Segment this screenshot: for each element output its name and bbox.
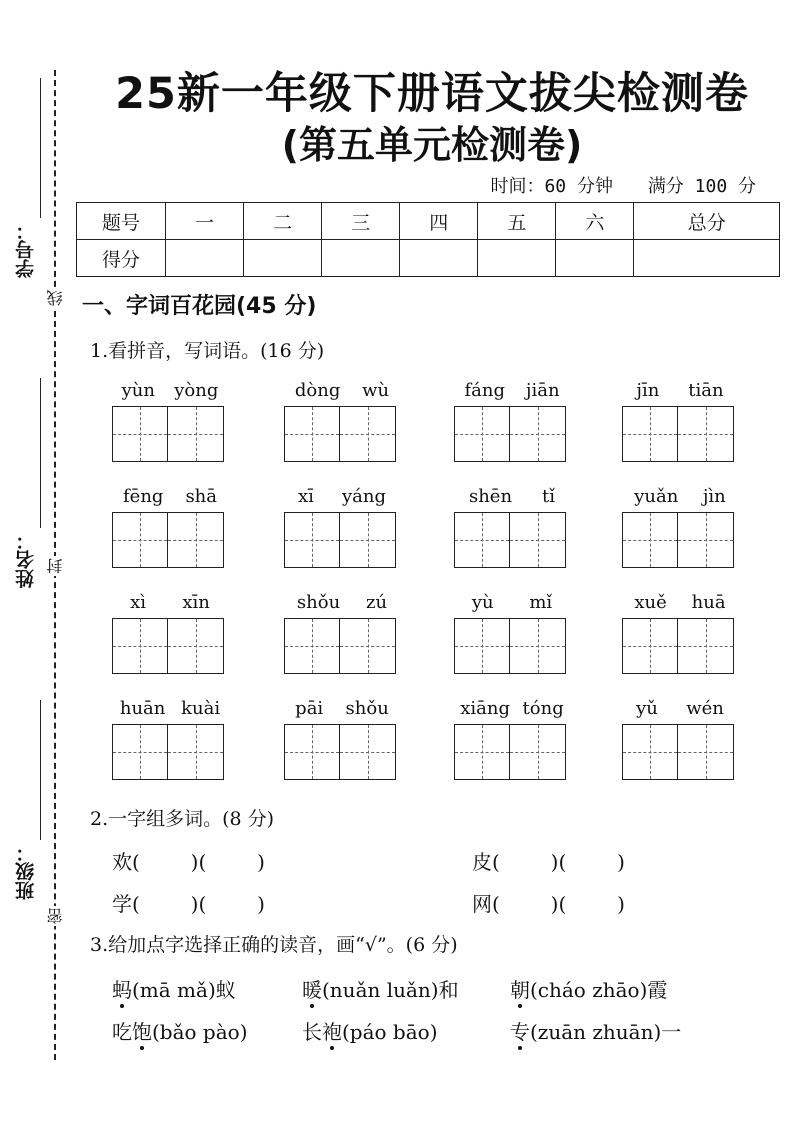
pinyin-syllable: zú xyxy=(366,592,388,613)
pinyin-label xyxy=(454,698,570,722)
pinyin-syllable: yùn xyxy=(121,380,155,401)
time-limit: 时间：60 分钟 xyxy=(490,176,613,197)
student-id-label: 学号： xyxy=(15,221,37,279)
writing-boxes xyxy=(284,512,400,568)
tian-zi-ge-cell[interactable] xyxy=(284,618,340,674)
pinyin-syllable: yǔ xyxy=(636,698,658,719)
score-cell[interactable] xyxy=(322,240,400,277)
writing-boxes xyxy=(622,618,738,674)
pinyin-word-group xyxy=(622,592,738,674)
name-label: 姓名： xyxy=(15,531,37,589)
word-group-item[interactable]: 皮( )( ) xyxy=(472,850,625,874)
pinyin-word-group xyxy=(622,698,738,780)
pinyin-label xyxy=(112,592,228,616)
tian-zi-ge-cell[interactable] xyxy=(454,724,510,780)
tian-zi-ge-cell[interactable] xyxy=(112,406,168,462)
writing-boxes xyxy=(454,406,570,462)
class-label: 班级： xyxy=(15,843,37,901)
pinyin-word-group xyxy=(112,486,228,568)
tian-zi-ge-cell[interactable] xyxy=(168,512,224,568)
pinyin-syllable: fēng xyxy=(123,486,164,507)
tian-zi-ge-cell[interactable] xyxy=(168,724,224,780)
tian-zi-ge-cell[interactable] xyxy=(678,406,734,462)
tian-zi-ge-cell[interactable] xyxy=(454,406,510,462)
col-4: 四 xyxy=(400,203,478,240)
question-2-title: 2.一字组多词。(8 分) xyxy=(90,808,275,830)
pinyin-word-group xyxy=(622,486,738,568)
word-group-item[interactable]: 学( )( ) xyxy=(112,892,265,916)
pinyin-syllable: tiān xyxy=(688,380,724,401)
pinyin-syllable: shǒu xyxy=(345,698,389,719)
pinyin-label xyxy=(112,380,228,404)
col-5: 五 xyxy=(478,203,556,240)
score-table xyxy=(76,202,780,277)
pinyin-word-group xyxy=(112,592,228,674)
writing-boxes xyxy=(112,724,228,780)
dotted-character: 袍 xyxy=(322,1016,342,1045)
tian-zi-ge-cell[interactable] xyxy=(622,406,678,462)
tian-zi-ge-cell[interactable] xyxy=(112,618,168,674)
pronunciation-item[interactable] xyxy=(302,974,459,1003)
pinyin-syllable: xuě xyxy=(634,592,667,613)
pinyin-syllable: kuài xyxy=(181,698,221,719)
pinyin-word-group xyxy=(284,486,400,568)
full-score: 满分 100 分 xyxy=(647,176,756,197)
writing-boxes xyxy=(454,618,570,674)
tian-zi-ge-cell[interactable] xyxy=(454,512,510,568)
pinyin-syllable: xīn xyxy=(182,592,210,613)
score-cell[interactable] xyxy=(166,240,244,277)
pronunciation-item[interactable] xyxy=(112,1016,248,1045)
tian-zi-ge-cell[interactable] xyxy=(168,618,224,674)
class-blank xyxy=(40,700,41,840)
row-header-question: 题号 xyxy=(77,203,166,240)
tian-zi-ge-cell[interactable] xyxy=(168,406,224,462)
word-group-item[interactable]: 欢( )( ) xyxy=(112,850,265,874)
pinyin-syllable: yáng xyxy=(341,486,386,507)
writing-boxes xyxy=(622,512,738,568)
pinyin-label xyxy=(622,486,738,510)
tian-zi-ge-cell[interactable] xyxy=(510,512,566,568)
pinyin-label xyxy=(454,380,570,404)
exam-info xyxy=(486,172,756,198)
score-cell[interactable] xyxy=(556,240,634,277)
pinyin-syllable: pāi xyxy=(295,698,324,719)
reading-options: (páo bāo) xyxy=(342,1020,438,1044)
pinyin-syllable: wù xyxy=(362,380,390,401)
tian-zi-ge-cell[interactable] xyxy=(112,512,168,568)
word-prefix: 长 xyxy=(302,1020,322,1044)
reading-options: (cháo zhāo)霞 xyxy=(530,978,668,1002)
pinyin-label xyxy=(284,592,400,616)
tian-zi-ge-cell[interactable] xyxy=(622,724,678,780)
writing-boxes xyxy=(112,406,228,462)
pinyin-label xyxy=(622,380,738,404)
pinyin-word-group xyxy=(284,592,400,674)
pinyin-label xyxy=(284,380,400,404)
score-cell[interactable] xyxy=(244,240,322,277)
pinyin-label xyxy=(112,698,228,722)
row-header-score: 得分 xyxy=(77,240,166,277)
tian-zi-ge-cell[interactable] xyxy=(112,724,168,780)
dotted-character: 饱 xyxy=(132,1016,152,1045)
pinyin-syllable: shǒu xyxy=(296,592,341,613)
pinyin-syllable: tǐ xyxy=(542,486,555,507)
pronunciation-item[interactable] xyxy=(510,1016,681,1045)
seal-mark-xian: 线 xyxy=(46,290,65,306)
pinyin-syllable: yù xyxy=(471,592,494,613)
dotted-character: 专 xyxy=(510,1016,530,1045)
tian-zi-ge-cell[interactable] xyxy=(622,512,678,568)
pinyin-syllable: dòng xyxy=(294,380,341,401)
col-total: 总分 xyxy=(634,203,780,240)
pronunciation-item[interactable] xyxy=(302,1016,438,1045)
page-subtitle: (第五单元检测卷) xyxy=(281,123,583,167)
dotted-character: 暖 xyxy=(302,974,322,1003)
writing-boxes xyxy=(622,406,738,462)
reading-options: (bǎo pào) xyxy=(152,1020,248,1044)
word-group-item[interactable]: 网( )( ) xyxy=(472,892,625,916)
pinyin-word-group xyxy=(454,698,570,780)
pinyin-syllable: jīn xyxy=(636,380,660,401)
tian-zi-ge-cell[interactable] xyxy=(340,512,396,568)
tian-zi-ge-cell[interactable] xyxy=(284,512,340,568)
pinyin-syllable: xì xyxy=(130,592,147,613)
writing-boxes xyxy=(454,512,570,568)
reading-options: (nuǎn luǎn)和 xyxy=(322,978,459,1002)
col-1: 一 xyxy=(166,203,244,240)
score-table-header-row xyxy=(77,203,780,240)
pronunciation-item[interactable] xyxy=(510,974,667,1003)
col-6: 六 xyxy=(556,203,634,240)
pinyin-word-group xyxy=(112,698,228,780)
pinyin-word-group xyxy=(622,380,738,462)
reading-options: (mā mǎ)蚁 xyxy=(132,978,236,1002)
pinyin-label xyxy=(622,698,738,722)
pinyin-word-group xyxy=(284,698,400,780)
score-cell[interactable] xyxy=(634,240,780,277)
tian-zi-ge-cell[interactable] xyxy=(340,618,396,674)
tian-zi-ge-cell[interactable] xyxy=(510,618,566,674)
pinyin-label xyxy=(112,486,228,510)
score-cell[interactable] xyxy=(478,240,556,277)
pinyin-syllable: mǐ xyxy=(529,592,553,613)
pinyin-label xyxy=(622,592,738,616)
pinyin-syllable: yòng xyxy=(174,380,219,401)
pinyin-syllable: tóng xyxy=(522,698,564,719)
tian-zi-ge-cell[interactable] xyxy=(510,724,566,780)
score-cell[interactable] xyxy=(400,240,478,277)
question-1-title: 1.看拼音，写词语。(16 分) xyxy=(90,340,325,362)
page-title: 25新一年级下册语文拔尖检测卷 xyxy=(115,69,749,119)
score-table-score-row xyxy=(77,240,780,277)
writing-boxes xyxy=(284,618,400,674)
pinyin-syllable: huān xyxy=(119,698,166,719)
pinyin-label xyxy=(454,486,570,510)
tian-zi-ge-cell[interactable] xyxy=(340,724,396,780)
tian-zi-ge-cell[interactable] xyxy=(510,406,566,462)
seal-mark-mi: 密 xyxy=(46,908,65,924)
pinyin-syllable: shēn xyxy=(468,486,513,507)
writing-boxes xyxy=(284,724,400,780)
pinyin-word-group xyxy=(284,380,400,462)
question-3-title: 3.给加点字选择正确的读音，画“√”。(6 分) xyxy=(90,934,458,956)
tian-zi-ge-cell[interactable] xyxy=(340,406,396,462)
tian-zi-ge-cell[interactable] xyxy=(284,406,340,462)
seal-mark-feng: 封 xyxy=(46,558,65,574)
dotted-character: 蚂 xyxy=(112,974,132,1003)
col-3: 三 xyxy=(322,203,400,240)
pinyin-syllable: xiāng xyxy=(460,698,511,719)
pinyin-label xyxy=(284,698,400,722)
tian-zi-ge-cell[interactable] xyxy=(622,618,678,674)
pinyin-syllable: jiān xyxy=(525,380,560,401)
pinyin-syllable: jìn xyxy=(702,486,726,507)
tian-zi-ge-cell[interactable] xyxy=(454,618,510,674)
tian-zi-ge-cell[interactable] xyxy=(678,512,734,568)
col-2: 二 xyxy=(244,203,322,240)
word-prefix: 吃 xyxy=(112,1020,132,1044)
pinyin-word-group xyxy=(454,380,570,462)
pinyin-syllable: wén xyxy=(686,698,724,719)
writing-boxes xyxy=(622,724,738,780)
pinyin-label xyxy=(284,486,400,510)
name-blank xyxy=(40,378,41,528)
writing-boxes xyxy=(112,512,228,568)
writing-boxes xyxy=(284,406,400,462)
pinyin-syllable: shā xyxy=(185,486,217,507)
pinyin-syllable: huā xyxy=(691,592,726,613)
reading-options: (zuān zhuān)一 xyxy=(530,1020,682,1044)
tian-zi-ge-cell[interactable] xyxy=(678,618,734,674)
dotted-character: 朝 xyxy=(510,974,530,1003)
writing-boxes xyxy=(112,618,228,674)
pinyin-syllable: xī xyxy=(298,486,314,507)
pinyin-syllable: yuǎn xyxy=(634,486,679,507)
section-1-title: 一、字词百花园(45 分) xyxy=(82,294,317,319)
tian-zi-ge-cell[interactable] xyxy=(284,724,340,780)
pinyin-syllable: fáng xyxy=(464,380,505,401)
pinyin-word-group xyxy=(454,486,570,568)
pinyin-word-group xyxy=(454,592,570,674)
student-id-blank xyxy=(40,78,41,218)
pronunciation-item[interactable] xyxy=(112,974,236,1003)
tian-zi-ge-cell[interactable] xyxy=(678,724,734,780)
pinyin-word-group xyxy=(112,380,228,462)
pinyin-label xyxy=(454,592,570,616)
writing-boxes xyxy=(454,724,570,780)
